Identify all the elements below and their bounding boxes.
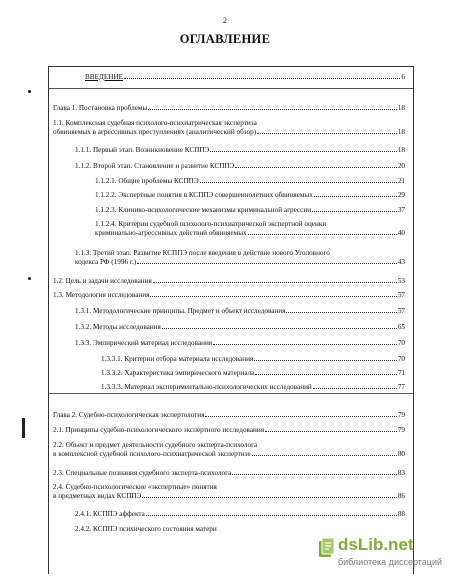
toc-entry[interactable]: [49, 525, 413, 534]
toc-entry-label: 1.3.2. Методы исследования: [75, 323, 161, 331]
toc-entry-page: 70: [397, 355, 405, 363]
toc-entry-page: 18: [397, 128, 405, 136]
toc-entry-page: 77: [397, 383, 405, 391]
toc-entry[interactable]: [49, 206, 413, 215]
toc-entry-label-continued: кодекса РФ (1996 г.): [75, 258, 137, 266]
toc-entry[interactable]: [49, 469, 413, 478]
toc-entry-page: 57: [397, 307, 405, 315]
toc-entry-label: 2.2. Объект и предмет деятельности судебного эксперта-психолога: [53, 441, 258, 449]
page-title: ОГЛАВЛЕНИЕ: [179, 32, 271, 46]
toc-entry-page: 18: [397, 104, 405, 112]
toc-entry-label: 2.4. Судебно-психологические «экспертные» понятия: [53, 483, 217, 491]
toc-entry-page: 40: [397, 229, 405, 237]
toc-entry[interactable]: [49, 510, 413, 519]
toc-entry-label: 2.4.2. КСППЭ психического состояния матери: [75, 525, 217, 533]
toc-entry-label: 1.1.2.2. Экспертные понятия в КСППЭ совершеннолетних обвиняемых: [95, 191, 313, 199]
toc-entry-label: 1.1.2.4. Критерии судебной психолого-психиатрической экспертной оценки: [95, 220, 327, 228]
dslib-logo-icon: [318, 537, 336, 559]
toc-entry[interactable]: [49, 119, 413, 137]
toc-entry[interactable]: [49, 483, 413, 501]
watermark-site: dsLib.net: [338, 535, 414, 554]
toc-entry-page: 83: [397, 469, 405, 477]
toc-entry-page: 43: [397, 258, 405, 266]
toc-entry-label: 1.3.3.3. Материал экспериментально-психологических исследований: [101, 383, 312, 391]
toc-entry-label: 1.3.1. Методологические принципы. Предмет и объект исследования: [75, 307, 286, 315]
toc-entry-page: 29: [397, 191, 405, 199]
toc-entry-introduction[interactable]: [49, 73, 413, 82]
toc-entry-label: 2.1. Принципы судебно-психологического экспертного исследования: [53, 426, 265, 434]
toc-entry-label: 1.1.1. Первый этап. Возникновение КСППЭ: [75, 146, 210, 154]
toc-entry[interactable]: [49, 146, 413, 155]
toc-entry[interactable]: [49, 162, 413, 171]
toc-entry-label: 1.1. Комплексная судебная психолого-психиатрическая экспертиза: [53, 119, 257, 127]
toc-entry[interactable]: [49, 383, 413, 392]
toc-entry[interactable]: [49, 411, 413, 420]
toc-entry[interactable]: [49, 369, 413, 378]
toc-entry-page: 6: [401, 73, 405, 81]
toc-entry-page: 20: [397, 162, 405, 170]
watermark: [318, 537, 448, 577]
page-number: 2: [223, 16, 227, 25]
toc-entry[interactable]: [49, 220, 413, 238]
toc-entry-label: ВВЕДЕНИЕ: [85, 73, 124, 81]
toc-entry[interactable]: [49, 191, 413, 200]
toc-entry-page: 71: [397, 369, 405, 377]
toc-entry[interactable]: [49, 249, 413, 267]
toc-entry-page: 79: [397, 411, 405, 419]
toc-entry-page: 21: [397, 177, 405, 185]
scan-dot: [28, 277, 31, 280]
toc-separator: [49, 393, 413, 394]
scan-dot: [28, 90, 31, 93]
toc-entry-label: 1.1.2. Второй этап. Становление и развитие КСППЭ: [75, 162, 235, 170]
toc-entry[interactable]: [49, 323, 413, 332]
toc-entry-label-continued: криминально-агрессивных действий обвиняемых: [95, 229, 247, 237]
toc-entry-label: Глава 2. Судебно-психологическая экспертология: [53, 411, 205, 419]
toc-entry-page: 80: [397, 450, 405, 458]
toc-entry[interactable]: [49, 441, 413, 459]
toc-entry[interactable]: [49, 277, 413, 286]
toc-entry[interactable]: [49, 339, 413, 348]
toc-entry-label: 1.3. Методология исследования: [53, 291, 150, 299]
toc-entry-label: 1.2. Цель и задачи исследования: [53, 277, 152, 285]
toc-entry-label: 1.3.3.2. Характеристика эмпирического материала: [101, 369, 255, 377]
toc-entry-label: 1.1.2.1. Общие проблемы КСППЭ: [95, 177, 199, 185]
toc-entry-page: 70: [397, 339, 405, 347]
toc-entry[interactable]: [49, 307, 413, 316]
toc-entry-label-continued: обвиняемых в агрессивных преступлениях (аналитический обзор): [53, 128, 257, 136]
toc-entry-label: 2.3. Специальные познания судебного эксперта-психолога: [53, 469, 232, 477]
toc-entry[interactable]: [49, 104, 413, 113]
toc-entry[interactable]: [49, 177, 413, 186]
toc-entry-label: 1.1.2.3. Клинико-психологические механизмы криминальной агрессии: [95, 206, 312, 214]
toc-entry-label: Глава 1. Постановка проблемы: [53, 104, 148, 112]
toc-entry-label: 1.1.3. Третий этап. Развитие КСППЭ после введения в действие нового Уголовного: [75, 249, 330, 257]
toc-entry-label: 2.4.1. КСППЭ аффекта: [75, 510, 145, 518]
toc-table: [48, 66, 414, 574]
toc-entry-page: 53: [397, 277, 405, 285]
toc-entry-page: 37: [397, 206, 405, 214]
toc-entry[interactable]: [49, 426, 413, 435]
toc-entry-page: 79: [397, 426, 405, 434]
toc-separator: [49, 88, 413, 89]
toc-entry[interactable]: [49, 291, 413, 300]
toc-entry-label-continued: в предметных видах КСППЭ: [53, 492, 142, 500]
toc-entry[interactable]: [49, 355, 413, 364]
toc-entry-page: 18: [397, 146, 405, 154]
toc-entry-page: 65: [397, 323, 405, 331]
watermark-caption: библиотека диссертаций: [338, 557, 443, 567]
toc-entry-label-continued: в комплексной судебной психолого-психиатрической экспертизе: [53, 450, 251, 458]
toc-entry-page: 88: [397, 510, 405, 518]
toc-entry-page: 57: [397, 291, 405, 299]
scan-mark: [22, 418, 25, 438]
toc-entry-label: 1.3.3. Эмпирический материал исследования: [75, 339, 213, 347]
toc-entry-page: 86: [397, 492, 405, 500]
toc-entry-label: 1.3.3.1. Критерии отбора материала исследования: [101, 355, 254, 363]
